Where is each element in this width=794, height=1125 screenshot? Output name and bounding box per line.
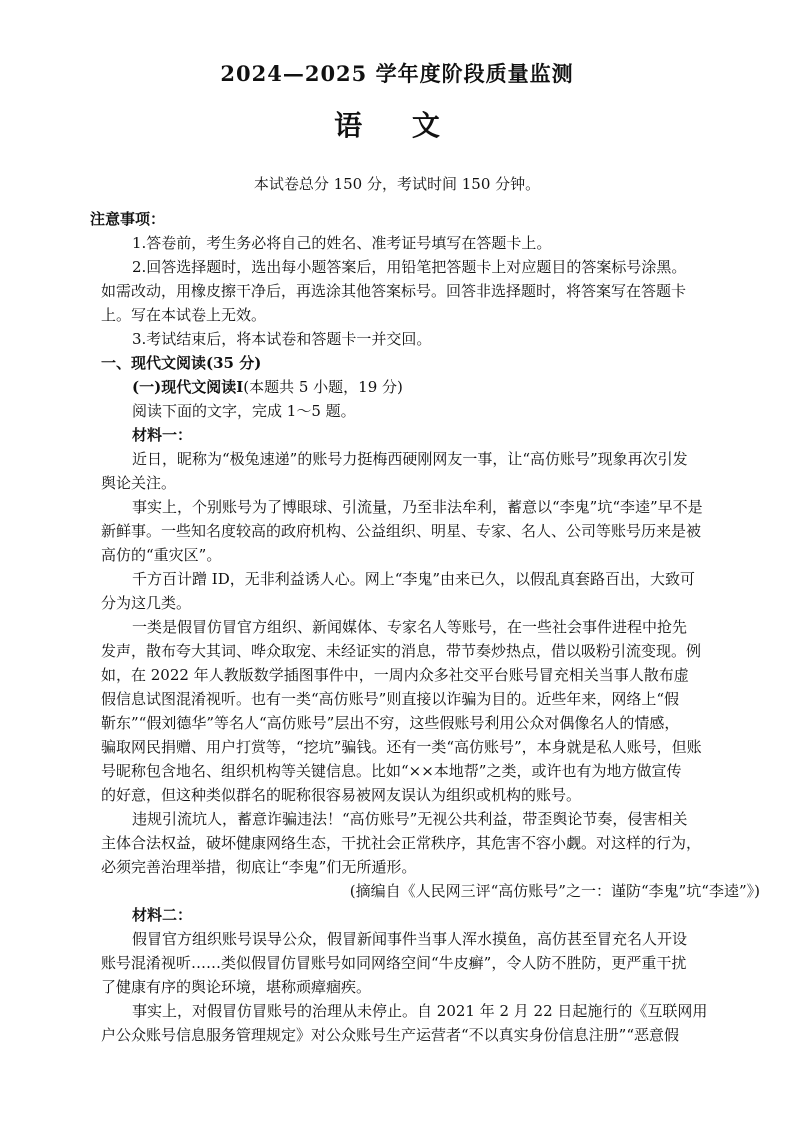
paragraph-line: 舆论关注。 <box>101 474 177 492</box>
subsection-note: (本题共 5 小题，19 分) <box>243 378 403 396</box>
paragraph-line: 千方百计蹭 ID，无非利益诱人心。网上“李鬼”由来已久，以假乱真套路百出，大致可 <box>132 570 696 588</box>
notice-heading: 注意事项： <box>90 210 166 228</box>
exam-title: 2024—2025 学年度阶段质量监测 <box>220 61 574 86</box>
subsection-heading <box>132 375 403 399</box>
material-1-label: 材料一： <box>132 426 193 444</box>
material-2-label: 材料二： <box>132 906 193 924</box>
paragraph-line: 账号混淆视听……类似假冒仿冒账号如同网络空间“牛皮癣”，令人防不胜防，更严重干扰 <box>101 954 687 972</box>
notice-line: 2.回答选择题时，选出每小题答案后，用铅笔把答题卡上对应题目的答案标号涂黑。 <box>132 258 687 276</box>
source-citation: (摘编自《人民网三评“高仿账号”之一：谨防“李鬼”坑“李逵”》) <box>349 882 760 900</box>
paragraph-line: 了健康有序的舆论环境，堪称顽瘴痼疾。 <box>101 978 372 996</box>
subject-title: 语 文 <box>334 109 460 142</box>
paragraph-line: 必须完善治理举措，彻底让“李鬼”们无所遁形。 <box>101 858 417 876</box>
paragraph-line: 号昵称包含地名、组织机构等关键信息。比如“××本地帮”之类，或许也有为地方做宣传 <box>101 762 682 780</box>
notice-line: 上。写在本试卷上无效。 <box>101 306 267 324</box>
paragraph-line: 事实上，对假冒仿冒账号的治理从未停止。自 2021 年 2 月 22 日起施行的《互联网用 <box>132 1002 708 1020</box>
paragraph-line: 发声，散布夸大其词、哗众取宠、未经证实的消息，带节奏炒热点，借以吸粉引流变现。例 <box>101 642 702 660</box>
paragraph-line: 违规引流坑人，蓄意诈骗违法！“高仿账号”无视公共利益，带歪舆论节奏，侵害相关 <box>132 810 688 828</box>
paragraph-line: 近日，昵称为“极兔速递”的账号力挺梅西硬刚网友一事，让“高仿账号”现象再次引发 <box>132 450 688 468</box>
paragraph-line: 主体合法权益，破坏健康网络生态，干扰社会正常秩序，其危害不容小觑。对这样的行为， <box>101 834 702 852</box>
paragraph-line: 如，在 2022 年人教版数学插图事件中，一周内众多社交平台账号冒充相关当事人散布虚 <box>101 666 689 684</box>
paragraph-line: 靳东”“假刘德华”等名人“高仿账号”层出不穷，这些假账号利用公众对偶像名人的情感， <box>101 714 680 732</box>
notice-line: 1.答卷前，考生务必将自己的姓名、准考证号填写在答题卡上。 <box>132 234 552 252</box>
notice-line: 3.考试结束后，将本试卷和答题卡一并交回。 <box>132 330 432 348</box>
paragraph-line: 分为这几类。 <box>101 594 192 612</box>
paragraph-line: 假信息试图混淆视听。也有一类“高仿账号”则直接以诈骗为目的。近些年来，网络上“假 <box>101 690 680 708</box>
instruction: 阅读下面的文字，完成 1～5 题。 <box>132 402 356 420</box>
subsection-label: (一)现代文阅读Ⅰ <box>132 378 244 396</box>
paragraph-line: 新鲜事。一些知名度较高的政府机构、公益组织、明星、专家、名人、公司等账号历来是被 <box>101 522 702 540</box>
paragraph-line: 的好意，但这种类似群名的昵称很容易被网友误认为组织或机构的账号。 <box>101 786 582 804</box>
paragraph-line: 事实上，个别账号为了博眼球、引流量，乃至非法牟利，蓄意以“李鬼”坑“李逵”早不是 <box>132 498 703 516</box>
notice-line: 如需改动，用橡皮擦干净后，再选涂其他答案标号。回答非选择题时，将答案写在答题卡 <box>101 282 687 300</box>
paragraph-line: 骗取网民捐赠、用户打赏等，“挖坑”骗钱。还有一类“高仿账号”，本身就是私人账号，但账 <box>101 738 702 756</box>
section-heading: 一、现代文阅读(35 分) <box>101 354 262 372</box>
paragraph-line: 户公众账号信息服务管理规定》对公众账号生产运营者“不以真实身份信息注册”“恶意假 <box>101 1026 680 1044</box>
paragraph-line: 高仿的“重灾区”。 <box>101 546 222 564</box>
score-info: 本试卷总分 150 分，考试时间 150 分钟。 <box>253 175 541 193</box>
paragraph-line: 一类是假冒仿冒官方组织、新闻媒体、专家名人等账号，在一些社会事件进程中抢先 <box>132 618 688 636</box>
paragraph-line: 假冒官方组织账号误导公众，假冒新闻事件当事人浑水摸鱼，高仿甚至冒充名人开设 <box>132 930 688 948</box>
